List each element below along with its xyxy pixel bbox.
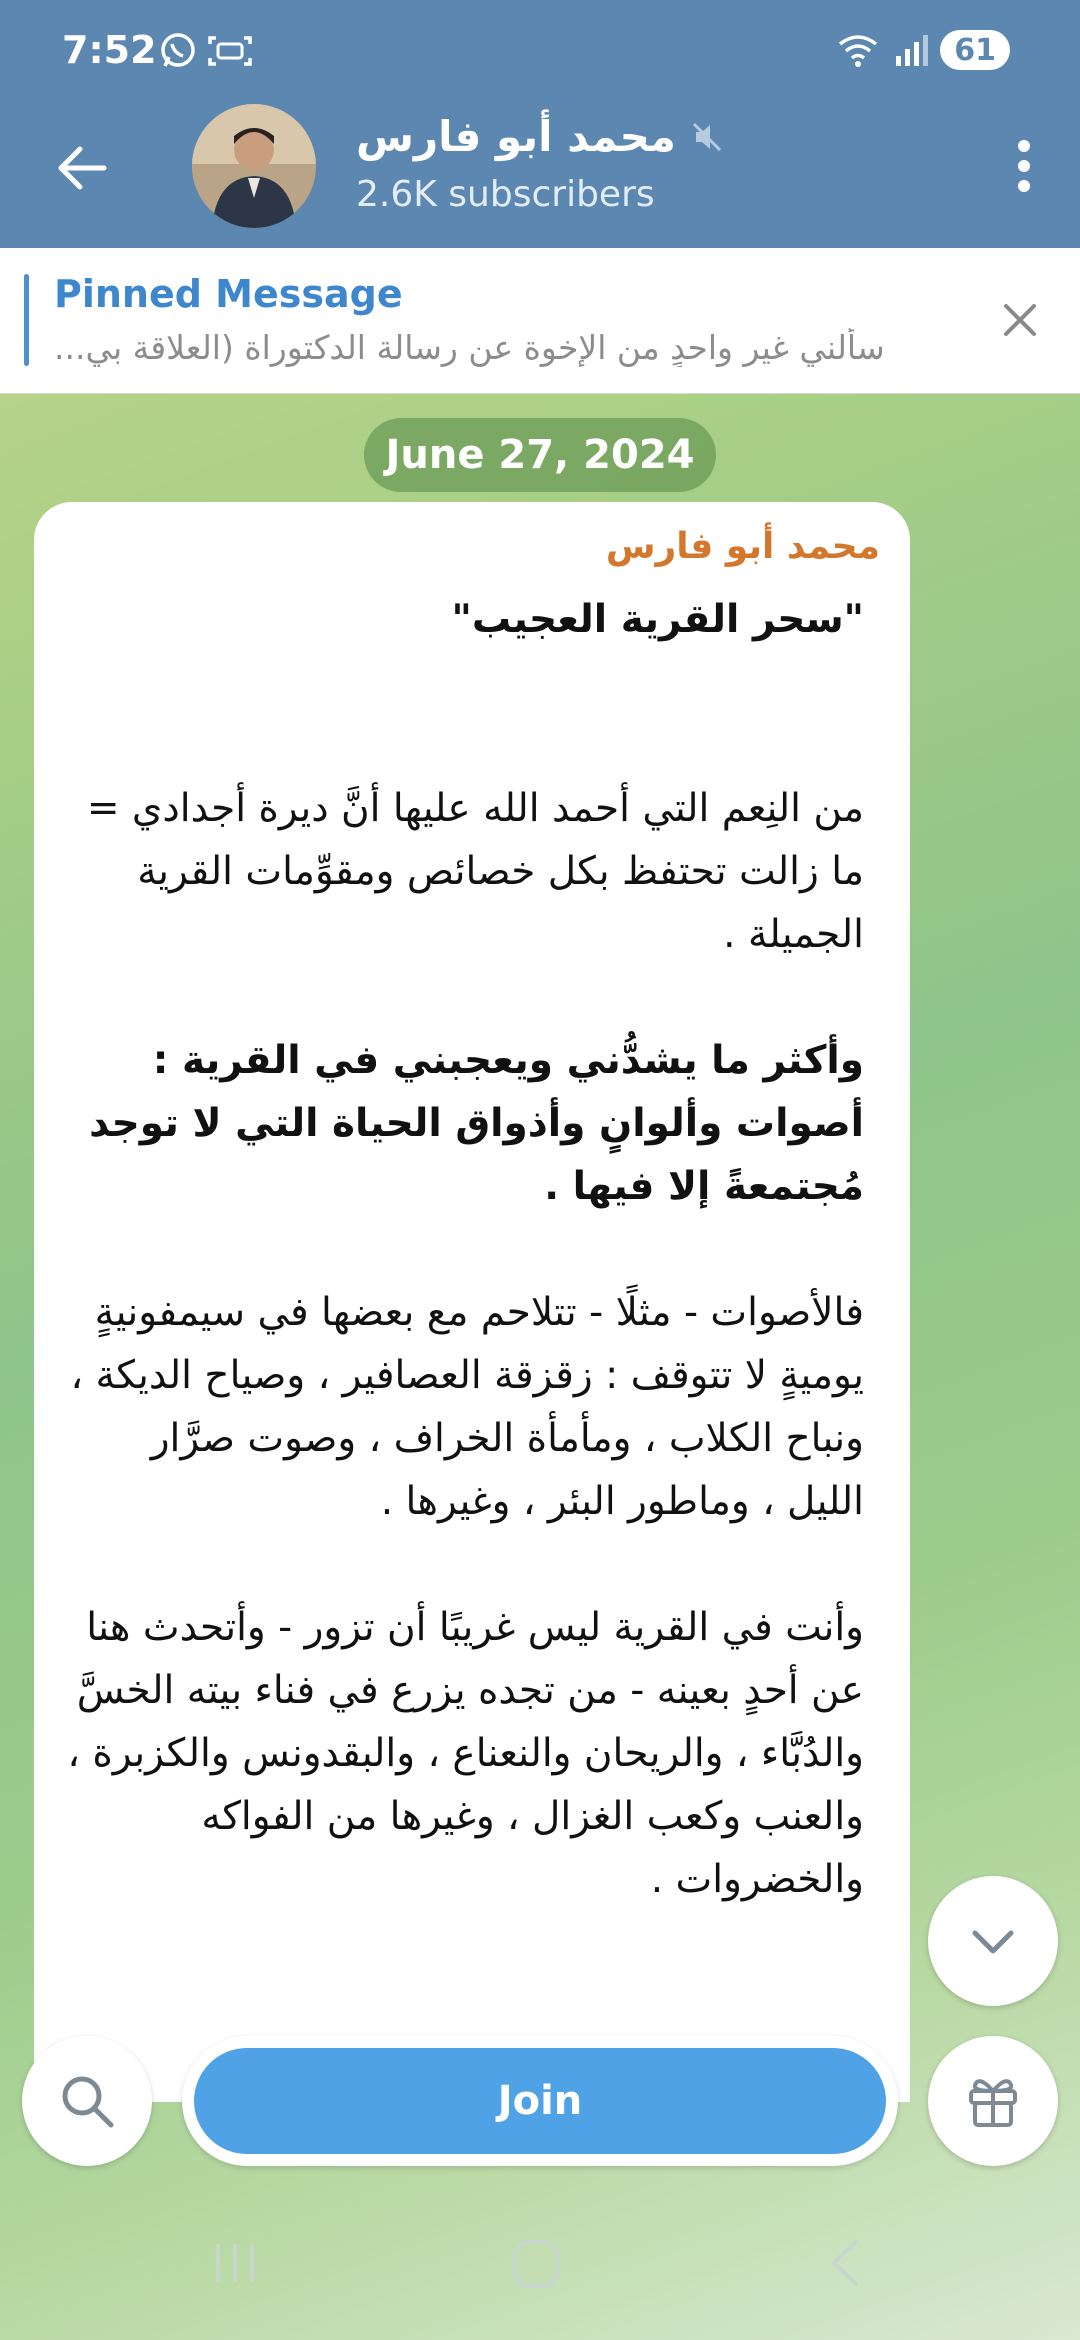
recent-apps-icon[interactable] — [208, 2236, 262, 2290]
whatsapp-icon — [160, 30, 256, 70]
pinned-text: سألني غير واحدٍ من الإخوة عن رسالة الدكتوراة (العلاقة بي... — [54, 328, 885, 367]
message-paragraph-1: من النِعم التي أحمد الله عليها أنَّ ديرة أجدادي = ما زالت تحتفظ بكل خصائص ومقوِّمات القرية الجميلة . — [86, 786, 864, 957]
message-sender[interactable]: محمد أبو فارس — [605, 526, 880, 567]
arrow-left-icon — [52, 138, 112, 198]
muted-icon — [690, 120, 724, 154]
message-paragraph-2: وأكثر ما يشدُّني ويعجبني في القرية : أصوات وألوانٍ وأذواق الحياة التي لا توجد مُجتمعةً إلا فيها . — [89, 1038, 864, 1209]
message-body — [64, 588, 864, 1974]
chevron-down-icon — [965, 1913, 1021, 1969]
join-button[interactable]: Join — [194, 2048, 886, 2154]
message-bubble[interactable] — [34, 502, 910, 2102]
wifi-icon — [836, 32, 884, 68]
status-left-icons — [160, 30, 256, 74]
avatar-photo — [192, 104, 316, 228]
pinned-close-button[interactable] — [1000, 300, 1040, 340]
signal-icon — [894, 32, 930, 68]
gift-icon — [963, 2071, 1023, 2131]
pinned-message-bar[interactable] — [0, 248, 1080, 394]
channel-name: محمد أبو فارس — [356, 112, 676, 161]
scroll-down-button[interactable] — [928, 1876, 1058, 2006]
battery-level: 61 — [954, 32, 996, 68]
system-nav-bar — [0, 2196, 1080, 2340]
home-icon[interactable] — [508, 2236, 564, 2292]
pinned-accent-bar — [24, 274, 29, 366]
close-icon — [1000, 300, 1040, 340]
back-nav-icon[interactable] — [818, 2236, 872, 2290]
status-time: 7:52 — [62, 28, 157, 72]
message-paragraph-4: وأنت في القرية ليس غريبًا أن تزور - وأتحدث هنا عن أحدٍ بعينه - من تجده يزرع في فناء بيته الخسَّ والدُبَّاء ، والريحان والنعناع ، والبقدونس والكزبرة ، والعنب وكعب الغزال ، وغيرها من الفواكه والخضروات . — [67, 1605, 864, 1902]
gift-button[interactable] — [928, 2036, 1058, 2166]
status-right — [836, 30, 1010, 70]
more-menu-button[interactable] — [1012, 136, 1036, 196]
back-button[interactable] — [52, 138, 112, 198]
screenshot-icon — [210, 38, 250, 64]
search-icon — [57, 2071, 117, 2131]
more-vertical-icon — [1012, 136, 1036, 196]
message-paragraph-3: فالأصوات - مثلًا - تتلاحم مع بعضها في سيمفونيةٍ يوميةٍ لا تتوقف : زقزقة العصافير ، وصياح الديكة ، ونباح الكلاب ، ومأمأة الخراف ، وصوت صرَّار الليل ، وماطور البئر ، وغيرها . — [70, 1290, 864, 1524]
message-title: "سحر القرية العجيب" — [451, 597, 864, 642]
pinned-title: Pinned Message — [54, 272, 403, 316]
date-separator: June 27, 2024 — [364, 418, 716, 492]
channel-avatar[interactable] — [192, 104, 316, 228]
battery-icon — [940, 30, 1010, 70]
search-button[interactable] — [22, 2036, 152, 2166]
channel-title[interactable] — [356, 112, 724, 161]
subscriber-count: 2.6K subscribers — [356, 174, 655, 215]
